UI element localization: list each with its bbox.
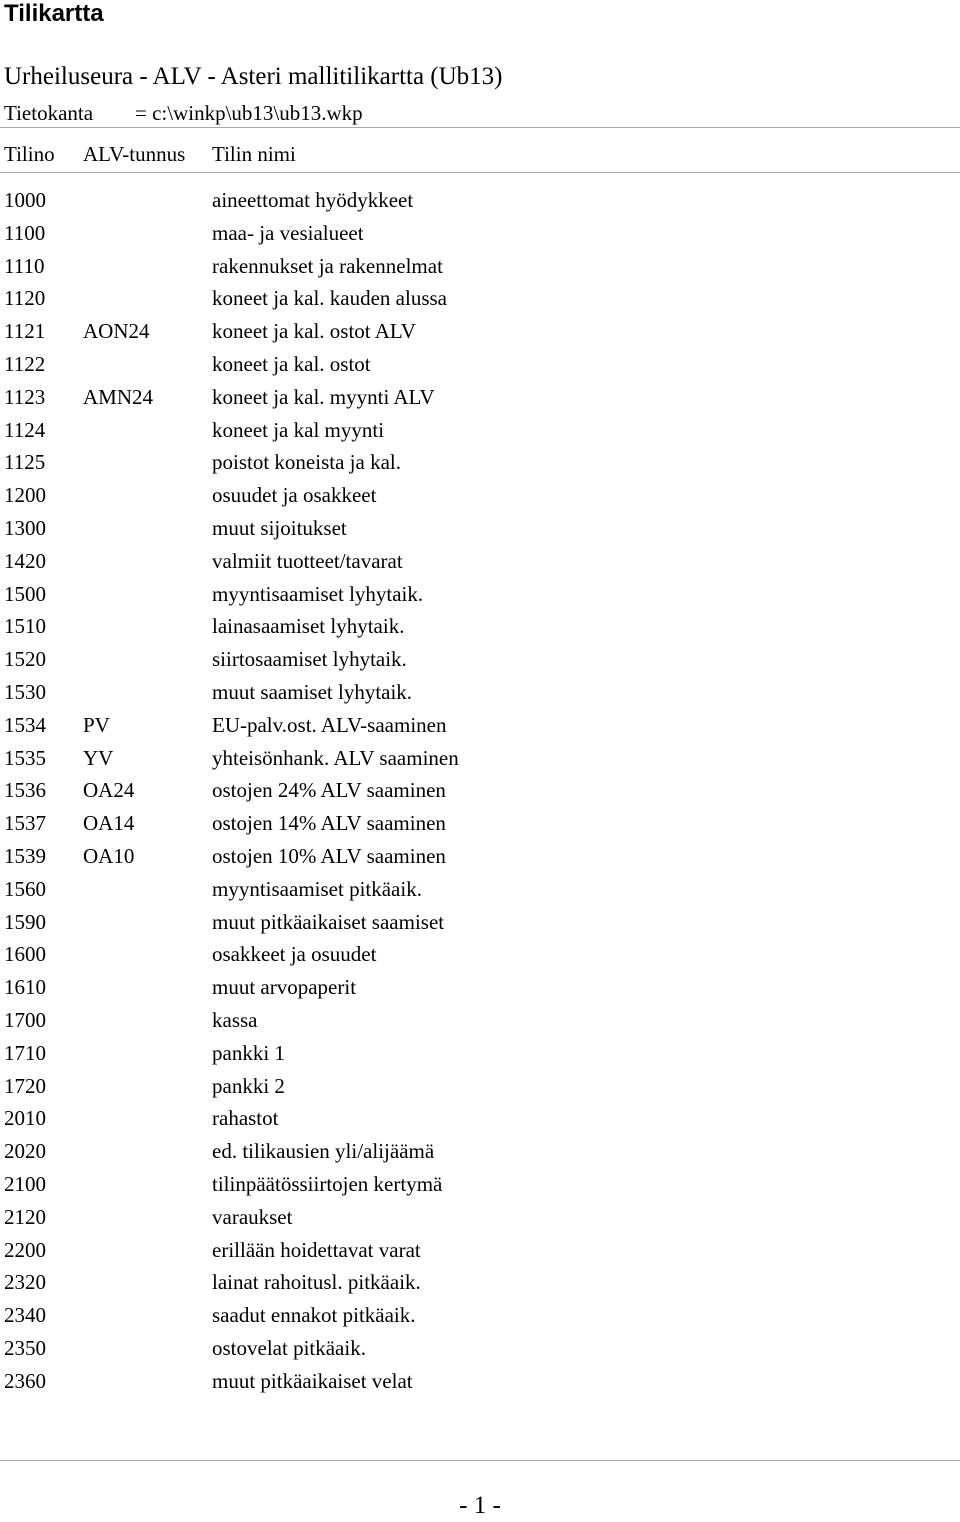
table-row <box>0 381 960 414</box>
database-label: Tietokanta <box>4 101 94 125</box>
account-number: 1124 <box>4 417 46 442</box>
table-row <box>0 1037 960 1070</box>
table-row <box>0 1168 960 1201</box>
account-name: varaukset <box>212 1204 293 1229</box>
account-number: 1420 <box>4 548 46 573</box>
account-name: EU-palv.ost. ALV-saaminen <box>212 712 447 737</box>
vat-code: YV <box>83 745 114 770</box>
account-number: 1520 <box>4 647 46 672</box>
account-number: 2100 <box>4 1171 46 1196</box>
account-name: ostovelat pitkäaik. <box>212 1335 366 1360</box>
column-header-vat-code: ALV-tunnus <box>83 142 186 166</box>
account-name: muut pitkäaikaiset saamiset <box>212 909 445 934</box>
account-number: 1122 <box>4 351 46 376</box>
account-name: koneet ja kal. kauden alussa <box>212 286 447 311</box>
table-row <box>0 1102 960 1135</box>
account-name: muut sijoitukset <box>212 515 347 540</box>
table-row <box>0 479 960 512</box>
table-row <box>0 742 960 775</box>
database-info <box>4 98 363 128</box>
account-number: 2340 <box>4 1303 46 1328</box>
account-name: muut saamiset lyhytaik. <box>212 679 413 704</box>
account-name: pankki 2 <box>212 1073 285 1098</box>
account-name: myyntisaamiset lyhytaik. <box>212 581 424 606</box>
account-list <box>0 184 960 1397</box>
account-name: koneet ja kal. ostot <box>212 351 371 376</box>
account-number: 1500 <box>4 581 46 606</box>
table-row <box>0 1299 960 1332</box>
account-number: 2020 <box>4 1139 46 1164</box>
account-name: tilinpäätössiirtojen kertymä <box>212 1171 443 1196</box>
account-number: 1700 <box>4 1007 46 1032</box>
account-name: rahastot <box>212 1106 279 1131</box>
account-number: 1539 <box>4 843 46 868</box>
table-row <box>0 643 960 676</box>
account-number: 2010 <box>4 1106 46 1131</box>
document-title: Urheiluseura - ALV - Asteri mallitilikartta (Ub13) <box>4 63 503 90</box>
table-row <box>0 217 960 250</box>
table-row <box>0 348 960 381</box>
account-number: 2200 <box>4 1237 46 1262</box>
account-name: ostojen 24% ALV saaminen <box>212 778 446 803</box>
account-number: 2120 <box>4 1204 46 1229</box>
table-row <box>0 906 960 939</box>
account-name: saadut ennakot pitkäaik. <box>212 1303 416 1328</box>
account-name: lainasaamiset lyhytaik. <box>212 614 405 639</box>
account-number: 1560 <box>4 876 46 901</box>
table-row <box>0 414 960 447</box>
account-number: 2350 <box>4 1335 46 1360</box>
account-number: 1536 <box>4 778 46 803</box>
table-row <box>0 807 960 840</box>
table-row <box>0 282 960 315</box>
table-row <box>0 971 960 1004</box>
account-name: valmiit tuotteet/tavarat <box>212 548 403 573</box>
account-number: 2360 <box>4 1368 46 1393</box>
account-number: 1600 <box>4 942 46 967</box>
account-name: koneet ja kal. ostot ALV <box>212 319 416 344</box>
header-top-rule <box>0 127 960 128</box>
account-number: 1537 <box>4 811 46 836</box>
account-name: ed. tilikausien yli/alijäämä <box>212 1139 435 1164</box>
table-row <box>0 1234 960 1267</box>
account-name: ostojen 10% ALV saaminen <box>212 843 446 868</box>
database-path: = c:\winkp\ub13\ub13.wkp <box>135 101 363 125</box>
account-name: ostojen 14% ALV saaminen <box>212 811 446 836</box>
table-row <box>0 1070 960 1103</box>
table-row <box>0 446 960 479</box>
account-number: 1110 <box>4 253 45 278</box>
vat-code: OA14 <box>83 811 135 836</box>
account-name: myyntisaamiset pitkäaik. <box>212 876 422 901</box>
account-number: 1710 <box>4 1040 46 1065</box>
account-number: 1530 <box>4 679 46 704</box>
account-name: koneet ja kal. myynti ALV <box>212 384 435 409</box>
vat-code: AMN24 <box>83 384 154 409</box>
table-row <box>0 610 960 643</box>
page-number: - 1 - <box>459 1492 501 1519</box>
account-number: 1120 <box>4 286 46 311</box>
account-name: maa- ja vesialueet <box>212 220 364 245</box>
vat-code: OA10 <box>83 843 135 868</box>
table-row <box>0 545 960 578</box>
table-row <box>0 1365 960 1398</box>
table-row <box>0 1135 960 1168</box>
column-header-account-number: Tilino <box>4 142 55 166</box>
table-row <box>0 676 960 709</box>
header-bottom-rule <box>0 172 960 173</box>
table-row <box>0 512 960 545</box>
table-row <box>0 1332 960 1365</box>
table-row <box>0 709 960 742</box>
account-number: 2320 <box>4 1270 46 1295</box>
account-name: koneet ja kal myynti <box>212 417 385 442</box>
table-row <box>0 1004 960 1037</box>
account-number: 1100 <box>4 220 46 245</box>
table-row <box>0 873 960 906</box>
table-row <box>0 1266 960 1299</box>
account-number: 1610 <box>4 975 46 1000</box>
account-name: pankki 1 <box>212 1040 285 1065</box>
account-number: 1125 <box>4 450 46 475</box>
account-name: muut pitkäaikaiset velat <box>212 1368 413 1393</box>
table-row <box>0 774 960 807</box>
column-header-account-name: Tilin nimi <box>212 142 296 166</box>
account-name: rakennukset ja rakennelmat <box>212 253 443 278</box>
footer-rule <box>0 1460 960 1461</box>
account-number: 1300 <box>4 515 46 540</box>
page-heading: Tilikartta <box>4 0 104 27</box>
account-name: osuudet ja osakkeet <box>212 483 377 508</box>
account-name: yhteisönhank. ALV saaminen <box>212 745 459 770</box>
account-number: 1535 <box>4 745 46 770</box>
table-row <box>0 840 960 873</box>
vat-code: AON24 <box>83 319 150 344</box>
table-row <box>0 938 960 971</box>
account-name: muut arvopaperit <box>212 975 357 1000</box>
table-row <box>0 184 960 217</box>
vat-code: PV <box>83 712 110 737</box>
account-name: lainat rahoitusl. pitkäaik. <box>212 1270 421 1295</box>
table-row <box>0 315 960 348</box>
table-row <box>0 250 960 283</box>
account-name: siirtosaamiset lyhytaik. <box>212 647 407 672</box>
account-name: osakkeet ja osuudet <box>212 942 377 967</box>
account-number: 1200 <box>4 483 46 508</box>
table-header <box>0 139 960 169</box>
account-number: 1121 <box>4 319 46 344</box>
account-number: 1720 <box>4 1073 46 1098</box>
account-name: aineettomat hyödykkeet <box>212 188 414 212</box>
account-number: 1000 <box>4 188 46 212</box>
table-row <box>0 578 960 611</box>
vat-code: OA24 <box>83 778 135 803</box>
account-number: 1590 <box>4 909 46 934</box>
account-name: erillään hoidettavat varat <box>212 1237 421 1262</box>
account-name: poistot koneista ja kal. <box>212 450 401 475</box>
account-number: 1534 <box>4 712 46 737</box>
table-row <box>0 1201 960 1234</box>
account-number: 1123 <box>4 384 46 409</box>
account-name: kassa <box>212 1007 258 1032</box>
account-number: 1510 <box>4 614 46 639</box>
